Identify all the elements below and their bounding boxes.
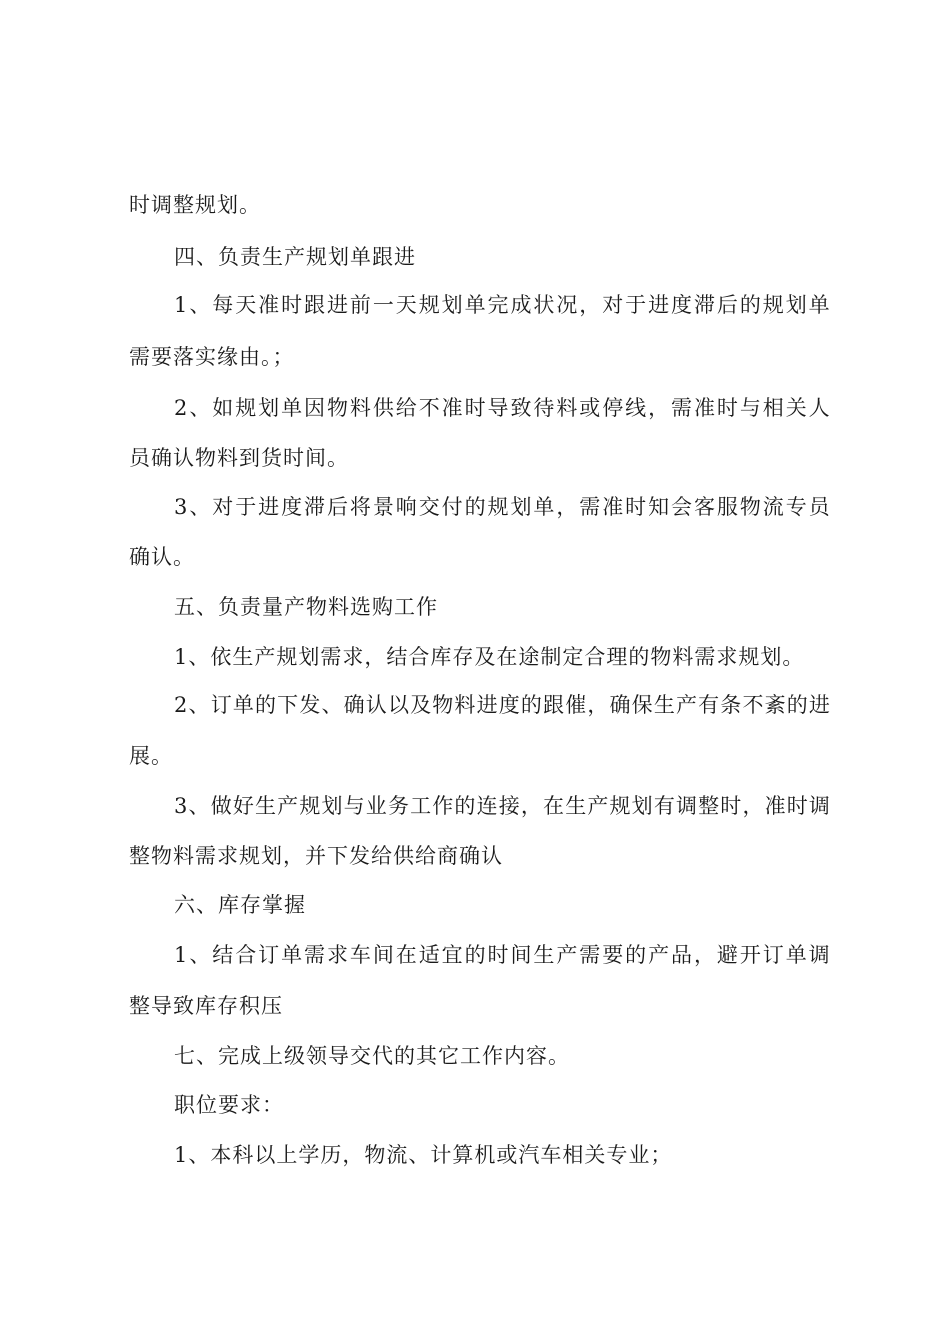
line-char: 交 <box>418 495 440 519</box>
line-char: 天 <box>395 293 417 317</box>
line-char: 避 <box>716 943 738 967</box>
line-char: 规 <box>299 794 321 818</box>
line-char: 线 <box>625 396 647 420</box>
paragraph-line: 整物料需求规划，并下发给供给商确认 <box>129 844 503 868</box>
line-char: 如 <box>212 396 234 420</box>
line-char: 待 <box>533 396 555 420</box>
line-char: 前 <box>349 293 371 317</box>
line-char: 需 <box>579 943 601 967</box>
line-char: ， <box>648 396 670 420</box>
line-char: 对 <box>602 293 624 317</box>
line-char: 产 <box>556 943 578 967</box>
line-char: 有 <box>653 794 675 818</box>
line-char: 料 <box>556 396 578 420</box>
line-char: 规 <box>762 293 784 317</box>
line-char: 成 <box>510 293 532 317</box>
line-char: 致 <box>510 396 532 420</box>
line-char: 在 <box>543 794 565 818</box>
line-char: 时 <box>487 943 509 967</box>
line-char: 务 <box>387 794 409 818</box>
line-char: 生 <box>653 693 675 717</box>
line-char: 跟 <box>304 293 325 317</box>
line-char: 间 <box>510 943 532 967</box>
line-char: 与 <box>739 396 761 420</box>
line-char: 做 <box>210 794 232 818</box>
line-char: 发 <box>299 693 321 717</box>
line-char: 整 <box>698 794 720 818</box>
line-char: 员 <box>808 495 830 519</box>
line-char: 不 <box>418 396 440 420</box>
line-char: 划 <box>631 794 653 818</box>
line-char: ， <box>742 794 764 818</box>
line-char: 后 <box>716 293 738 317</box>
line-char: 工 <box>410 794 432 818</box>
line-char: 的 <box>454 794 476 818</box>
line-char: 料 <box>454 693 476 717</box>
line-char: 单 <box>281 943 303 967</box>
line-char: 况 <box>556 293 578 317</box>
paragraph-line <box>174 942 830 968</box>
line-char: 调 <box>808 794 830 818</box>
line-char: 单 <box>785 943 807 967</box>
line-char: 生 <box>565 794 587 818</box>
line-char: 订 <box>210 693 232 717</box>
line-char: 车 <box>349 943 371 967</box>
line-char: 给 <box>395 396 417 420</box>
line-char: 宜 <box>441 943 463 967</box>
line-char: 后 <box>326 495 348 519</box>
line-char: 确 <box>609 693 631 717</box>
line-char: 结 <box>212 943 234 967</box>
line-char: 划 <box>785 293 807 317</box>
line-char: 物 <box>326 396 348 420</box>
line-char: 进 <box>258 495 280 519</box>
paragraph-line <box>174 793 830 819</box>
line-char: 付 <box>441 495 463 519</box>
line-char: 划 <box>258 396 280 420</box>
line-char: 单 <box>808 293 830 317</box>
line-char: 度 <box>671 293 692 317</box>
line-char: 将 <box>349 495 371 519</box>
paragraph-line: 确认。 <box>129 545 195 569</box>
line-char: 间 <box>372 943 394 967</box>
line-char: 确 <box>343 693 365 717</box>
paragraph-line: 1、依生产规划需求，结合库存及在途制定合理的物料需求规划。 <box>174 645 805 669</box>
line-char: 准 <box>441 396 463 420</box>
line-char: 关 <box>785 396 807 420</box>
line-char: 物 <box>739 495 761 519</box>
section-heading: 四、负责生产规划单跟进 <box>174 245 416 269</box>
line-char: 2 <box>174 396 188 420</box>
line-char: 停 <box>602 396 624 420</box>
line-char: 规 <box>487 495 509 519</box>
line-char: 1 <box>174 293 188 317</box>
line-char: 、 <box>188 794 210 818</box>
line-char: 不 <box>742 693 764 717</box>
line-char: 规 <box>235 396 257 420</box>
line-char: 作 <box>432 794 454 818</box>
line-char: 时 <box>786 794 808 818</box>
line-char: 、 <box>189 943 211 967</box>
line-char: 产 <box>675 693 697 717</box>
line-char: 单 <box>533 495 555 519</box>
line-char: 连 <box>476 794 498 818</box>
line-char: 供 <box>372 396 394 420</box>
line-char: 单 <box>281 396 303 420</box>
line-char: 品 <box>671 943 692 967</box>
paragraph-line: 1、本科以上学历，物流、计算机或汽车相关专业； <box>174 1143 673 1167</box>
line-char: 调 <box>675 794 697 818</box>
line-char: 订 <box>762 943 784 967</box>
line-char: 于 <box>625 293 647 317</box>
line-char: 划 <box>321 794 343 818</box>
line-char: 及 <box>410 693 432 717</box>
line-char: 合 <box>235 943 257 967</box>
line-char: 规 <box>609 794 631 818</box>
line-char: 求 <box>326 943 348 967</box>
line-char: 产 <box>277 794 299 818</box>
line-char: 时 <box>625 495 647 519</box>
line-char: 订 <box>258 943 280 967</box>
line-char: 进 <box>326 293 348 317</box>
line-char: 催 <box>565 693 587 717</box>
line-char: 条 <box>720 693 742 717</box>
line-char: 人 <box>808 396 830 420</box>
line-char: 生 <box>533 943 555 967</box>
line-char: 开 <box>739 943 761 967</box>
line-char: 进 <box>476 693 498 717</box>
line-char: 准 <box>602 495 624 519</box>
line-char: 与 <box>343 794 365 818</box>
paragraph-line <box>174 494 830 520</box>
line-char: 于 <box>235 495 257 519</box>
line-char: 、 <box>189 495 211 519</box>
line-char: 料 <box>349 396 371 420</box>
line-char: 会 <box>671 495 692 519</box>
line-char: 、 <box>189 396 211 420</box>
line-char: 需 <box>304 943 325 967</box>
line-char: 、 <box>189 293 211 317</box>
line-char: 需 <box>671 396 692 420</box>
line-char: ， <box>693 943 715 967</box>
line-char: 好 <box>232 794 254 818</box>
line-char: 时 <box>716 396 738 420</box>
paragraph-line <box>174 292 830 318</box>
line-char: 每 <box>212 293 234 317</box>
line-char: 接 <box>498 794 520 818</box>
paragraph-line: 时调整规划。 <box>129 193 261 217</box>
line-char: 景 <box>372 495 394 519</box>
line-char: 相 <box>762 396 784 420</box>
line-char: 天 <box>235 293 257 317</box>
line-char: 专 <box>785 495 807 519</box>
line-char: ， <box>556 495 578 519</box>
paragraph-line <box>174 395 830 421</box>
line-char: 以 <box>387 693 409 717</box>
section-heading: 职位要求： <box>174 1093 284 1117</box>
line-char: 的 <box>520 693 542 717</box>
line-char: 下 <box>277 693 299 717</box>
line-char: 单 <box>232 693 254 717</box>
line-char: 紊 <box>764 693 786 717</box>
line-char: 、 <box>188 693 210 717</box>
paragraph-line <box>174 692 830 718</box>
line-char: 3 <box>174 495 188 519</box>
line-char: 完 <box>487 293 509 317</box>
line-char: 划 <box>510 495 532 519</box>
line-char: 度 <box>498 693 520 717</box>
line-char: 产 <box>648 943 670 967</box>
line-char: 生 <box>255 794 276 818</box>
line-char: 保 <box>631 693 653 717</box>
line-char: 响 <box>395 495 417 519</box>
line-char: 适 <box>418 943 440 967</box>
line-char: ， <box>579 293 601 317</box>
section-heading: 六、库存掌握 <box>174 893 306 917</box>
paragraph-line: 需要落实缘由。； <box>129 345 295 369</box>
line-char: 因 <box>304 396 325 420</box>
line-char: 导 <box>487 396 509 420</box>
paragraph-line: 员确认物料到货时间。 <box>129 446 349 470</box>
line-char: 的 <box>464 943 486 967</box>
line-char: 的 <box>786 693 808 717</box>
line-char: 物 <box>432 693 454 717</box>
line-char: 状 <box>533 293 555 317</box>
line-char: ， <box>587 693 609 717</box>
line-char: 滞 <box>304 495 325 519</box>
line-char: 单 <box>464 293 486 317</box>
line-char: 产 <box>587 794 609 818</box>
line-char: 跟 <box>543 693 565 717</box>
line-char: 进 <box>808 693 830 717</box>
line-char: 对 <box>212 495 234 519</box>
line-char: 在 <box>395 943 417 967</box>
line-char: 需 <box>579 495 601 519</box>
line-char: 一 <box>372 293 394 317</box>
line-char: 准 <box>258 293 280 317</box>
line-char: 要 <box>602 943 624 967</box>
line-char: 有 <box>698 693 720 717</box>
line-char: 流 <box>762 495 784 519</box>
section-heading: 五、负责量产物料选购工作 <box>174 595 438 619</box>
line-char: 2 <box>174 693 188 717</box>
line-char: 时 <box>464 396 486 420</box>
line-char: 的 <box>739 293 761 317</box>
paragraph-line: 展。 <box>129 744 173 768</box>
line-char: 业 <box>365 794 387 818</box>
section-heading: 七、完成上级领导交代的其它工作内容。 <box>174 1044 570 1068</box>
line-char: 的 <box>625 943 647 967</box>
line-char: 准 <box>764 794 786 818</box>
line-char: 划 <box>441 293 463 317</box>
line-char: 、 <box>321 693 343 717</box>
line-char: 3 <box>174 794 188 818</box>
line-char: 度 <box>281 495 303 519</box>
line-char: 的 <box>464 495 486 519</box>
line-char: 的 <box>255 693 276 717</box>
line-char: 认 <box>365 693 387 717</box>
paragraph-line: 整导致库存积压 <box>129 994 283 1018</box>
line-char: 时 <box>281 293 303 317</box>
line-char: 进 <box>648 293 670 317</box>
line-char: 时 <box>720 794 742 818</box>
line-char: 准 <box>693 396 715 420</box>
line-char: 客 <box>693 495 715 519</box>
line-char: 1 <box>174 943 188 967</box>
line-char: 调 <box>808 943 830 967</box>
line-char: ， <box>520 794 542 818</box>
line-char: 服 <box>716 495 738 519</box>
line-char: 或 <box>579 396 601 420</box>
line-char: 规 <box>418 293 440 317</box>
line-char: 知 <box>648 495 670 519</box>
line-char: 滞 <box>693 293 715 317</box>
